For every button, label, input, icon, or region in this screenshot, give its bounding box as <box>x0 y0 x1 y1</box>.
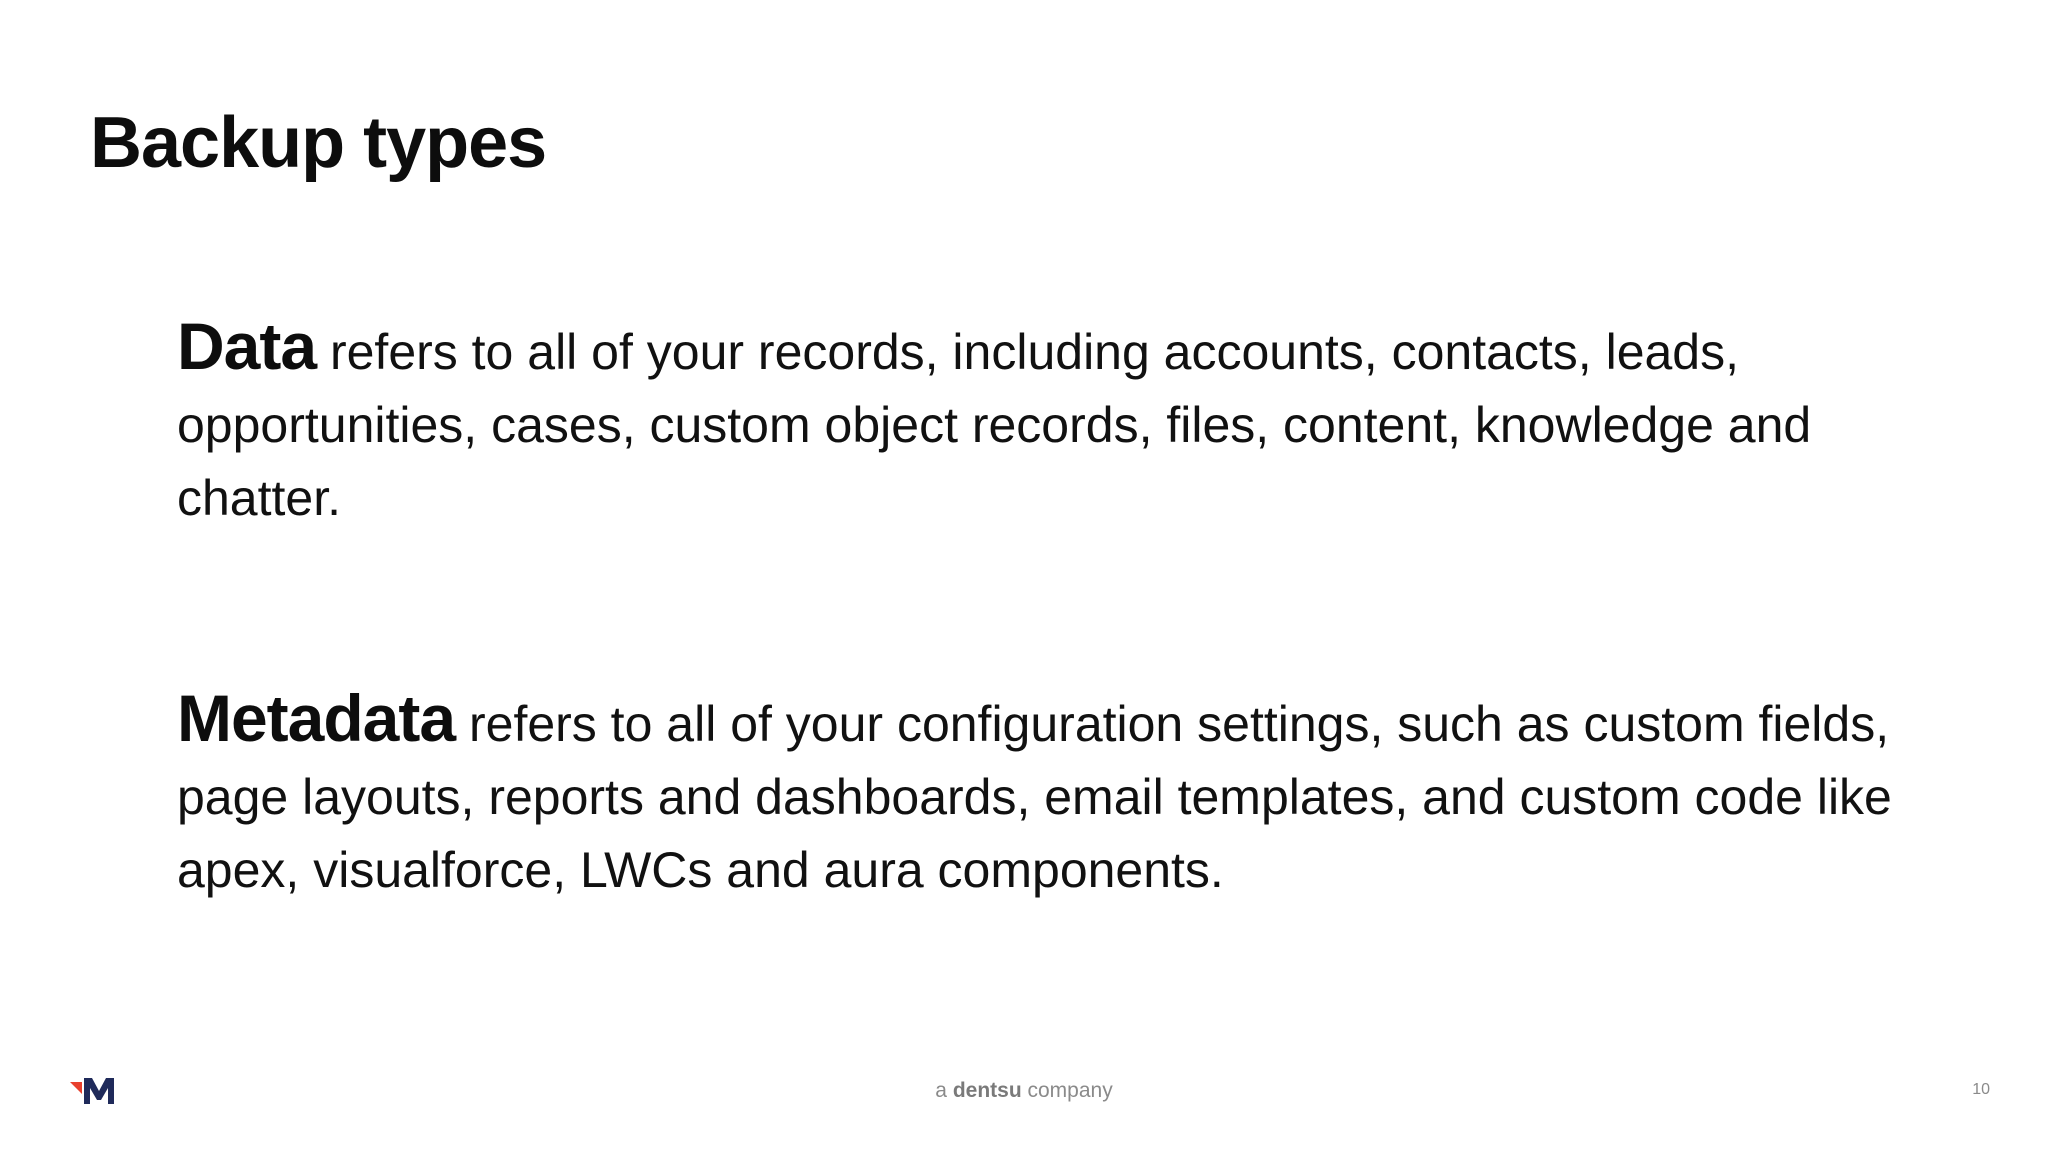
brand-name: dentsu <box>952 1079 1022 1102</box>
data-term: Data <box>177 309 317 383</box>
metadata-description: refers to all of your configuration settings, such as custom fields, page layouts, reports and dashboards, email templates, and custom code like apex, visualforce, LWCs and aura components. <box>177 696 1892 898</box>
brand-suffix: company <box>1027 1079 1113 1102</box>
slide-title: Backup types <box>90 103 547 183</box>
data-description: refers to all of your records, including accounts, contacts, leads, opportunities, cases, custom object records, files, content, knowledge and chatter. <box>177 324 1812 526</box>
brand-prefix: a <box>935 1079 947 1102</box>
metadata-definition <box>177 682 1917 907</box>
metadata-term: Metadata <box>177 681 456 755</box>
page-number: 10 <box>1972 1081 1990 1098</box>
data-definition <box>177 310 1917 535</box>
footer-brand <box>0 1078 2048 1104</box>
